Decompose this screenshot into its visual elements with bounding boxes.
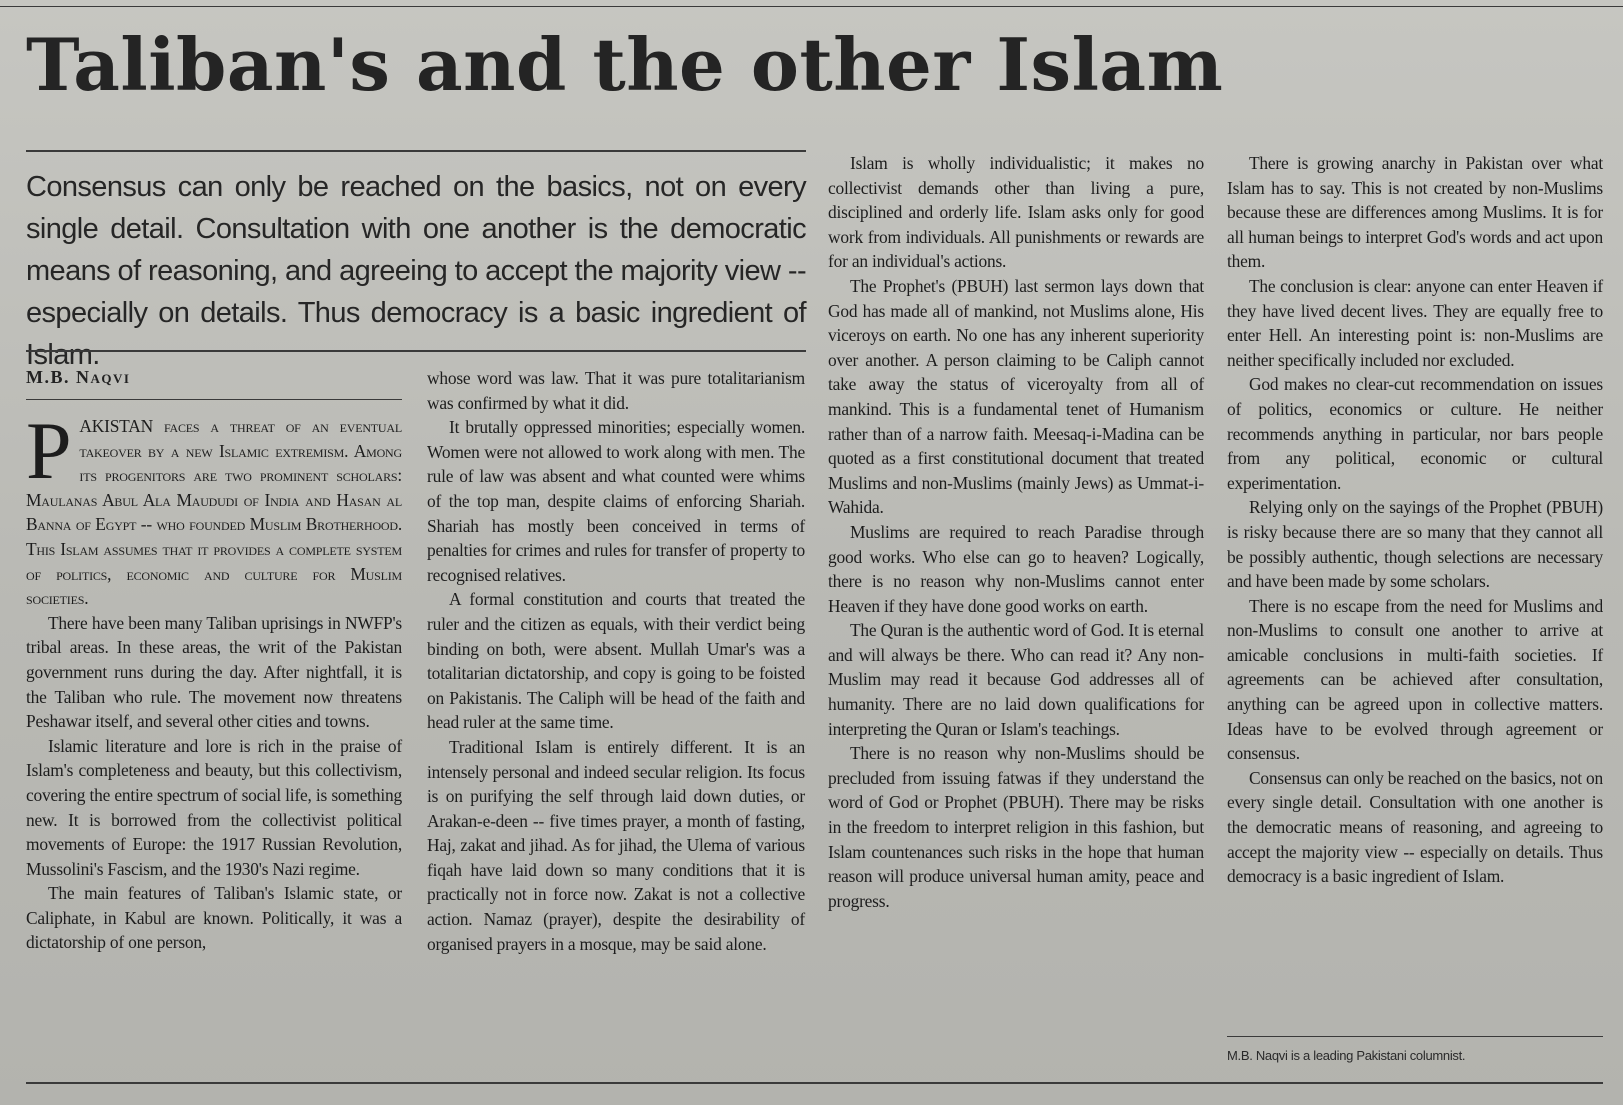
article-column-3: [828, 151, 1204, 913]
paragraph: PAKISTAN faces a threat of an eventual takeover by a new Islamic extremism. Among its progenitors are two prominent scholars: Maulanas Abul Ala Maududi of India and Hasan al Banna of Egypt -- who founded Muslim Brotherhood. This Islam assumes that it provides a complete system of politics, economic and culture for Muslim societies.: [26, 405, 402, 609]
bottom-rule: [26, 1082, 1603, 1084]
paragraph: Traditional Islam is entirely different. It is an intensely personal and indeed secular religion. Its focus is on purifying the self through laid down duties, or Arakan-e-deen -- five times prayer, a month of fasting, Haj, zakat and jihad. As for jihad, the Ulema of various fiqah have laid down so many conditions that it is practically not in force now. Zakat is not a collective action. Namaz (prayer), despite the desirability of organised prayers in a mosque, may be said alone.: [427, 736, 805, 954]
standfirst-top-rule: [26, 150, 806, 152]
standfirst: Consensus can only be reached on the basics, not on every single detail. Consultation with one another is the democratic means of reasoning, and agreeing to accept the majority view -- especially on details. Thus democracy is a basic ingredient of Islam.: [26, 171, 806, 371]
article-column-4: [1227, 151, 1603, 889]
paragraph: There is no reason why non-Muslims should be precluded from issuing fatwas if they understand the word of God or Prophet (PBUH). There may be risks in the freedom to interpret religion in this fashion, but Islam countenances such risks in the hope that human reason will produce universal human amity, peace and progress.: [828, 743, 1204, 911]
paragraph: A formal constitution and courts that treated the ruler and the citizen as equals, with their verdict being binding on both, were absent. Mullah Umar's was a totalitarian dictatorship, and copy is going to be foisted on Pakistanis. The Caliph will be head of the faith and head ruler at the same time.: [427, 589, 805, 733]
paragraph: There is no escape from the need for Muslims and non-Muslims to consult one another to arrive at amicable conclusions in multi-faith societies. If agreements can be achieved after consultation, anything can be agreed upon in collective matters. Ideas have to be evolved through agreement or consensus.: [1227, 595, 1603, 764]
paragraph: Islam is wholly individualistic; it makes no collectivist demands other than living a pure, disciplined and orderly life. Islam asks only for good work from individuals. All punishments or rewards are for an individual's actions.: [828, 153, 1204, 272]
drop-cap: P: [26, 405, 72, 496]
standfirst-bottom-rule: [26, 350, 806, 352]
byline-rule: [26, 399, 402, 400]
paragraph: The Quran is the authentic word of God. It is eternal and will always be there. Who can read it? Any non-Muslim may read it because God addresses all of humanity. There are no laid down qualifications for interpreting the Quran or Islam's teachings.: [828, 620, 1205, 739]
paragraph: whose word was law. That it was pure totalitarianism was confirmed by what it did.: [427, 368, 805, 413]
paragraph: The conclusion is clear: anyone can enter Heaven if they have lived decent lives. They are equally free to enter Hell. An interesting point is: non-Muslims are neither specifically included nor excluded.: [1227, 275, 1603, 370]
paragraph: Consensus can only be reached on the basics, not on every single detail. Consultation with one another is the democratic means of reasoning, and agreeing to accept the majority view -- especially on details. Thus democracy is a basic ingredient of Islam.: [1227, 767, 1603, 887]
byline: M.B. Naqvi: [26, 367, 131, 387]
paragraph: Muslims are required to reach Paradise through good works. Who else can go to heaven? Logically, there is no reason why non-Muslims cannot enter Heaven if they have done good works on earth.: [828, 521, 1204, 616]
paragraph: The main features of Taliban's Islamic state, or Caliphate, in Kabul are known. Politically, it was a dictatorship of one person,: [26, 883, 402, 953]
article-column-2: [427, 366, 805, 956]
paragraph: Islamic literature and lore is rich in the praise of Islam's completeness and beauty, but this collectivism, covering the entire spectrum of social life, is something new. It is borrowed from the collectivist political movements of Europe: the 1917 Russian Revolution, Mussolini's Fascism, and the 1930's Nazi regime.: [26, 735, 402, 879]
headline: Taliban's and the other Islam: [26, 22, 1224, 107]
paragraph: Relying only on the sayings of the Prophet (PBUH) is risky because there are so many that they cannot all be possibly authentic, though selections are necessary and have been made by some scholars.: [1227, 497, 1603, 592]
author-note: M.B. Naqvi is a leading Pakistani columnist.: [1227, 1048, 1466, 1063]
paragraph: It brutally oppressed minorities; especially women. Women were not allowed to work along with men. The rule of law was absent and what counted were whims of the top man, despite claims of enforcing Shariah. Shariah has mostly been conceived in terms of penalties for crimes and rules for transfer of property to recognised relatives.: [427, 417, 805, 585]
paragraph: God makes no clear-cut recommendation on issues of politics, economics or culture. He neither recommends anything in particular, nor bars people from any political, economic or cultural experimentation.: [1227, 374, 1603, 493]
top-rule: [0, 6, 1623, 7]
paragraph: The Prophet's (PBUH) last sermon lays down that God has made all of mankind, not Muslims alone, His viceroys on earth. No one has any inherent superiority over another. A person claiming to be Caliph cannot take away the status of viceroyalty from all of mankind. This is a fundamental tenet of Humanism rather than of a narrow faith. Meesaq-i-Madina can be quoted as a first constitutional document that treated Muslims and non-Muslims (mainly Jews) as Ummat-i-Wahida.: [828, 275, 1204, 518]
article-column-1: [26, 405, 402, 955]
paragraph: There have been many Taliban uprisings in NWFP's tribal areas. In these areas, the writ of the Pakistan government runs during the day. After nightfall, it is the Taliban who rule. The movement now threatens Peshawar itself, and several other cities and towns.: [26, 612, 402, 732]
paragraph: There is growing anarchy in Pakistan over what Islam has to say. This is not created by non-Muslims because these are differences among Muslims. It is for all human beings to interpret God's words and act upon them.: [1227, 153, 1603, 272]
footer-note-rule: [1227, 1036, 1603, 1037]
